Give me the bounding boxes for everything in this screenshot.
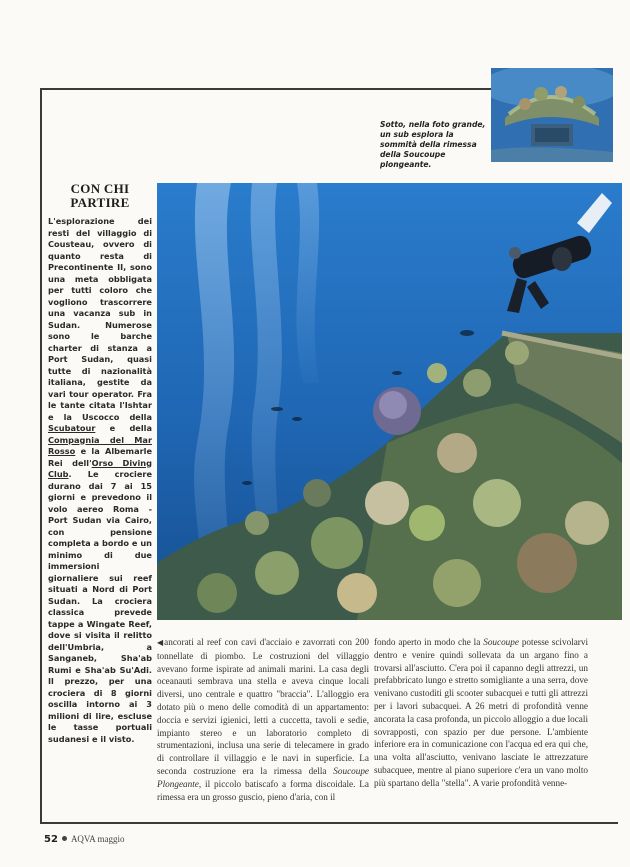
page-footer: [44, 834, 125, 845]
article-column-1: [157, 636, 369, 803]
article-col2-italic: Soucoupe: [483, 637, 519, 647]
main-photo-illustration: [157, 183, 622, 620]
photo-caption: Sotto, nella foto grande, un sub esplora la sommità della rimessa della Soucoupe plongeante.: [380, 120, 486, 169]
frame-bottom-rule: [40, 822, 618, 824]
page-number: 52: [44, 834, 58, 845]
article-col1-italic: Soucoupe Plongeante: [157, 765, 369, 789]
sidebar-title-line1: CON CHI: [70, 181, 130, 196]
main-photo-diver-reef: [157, 183, 622, 620]
sidebar-text-d: . Le crociere durano dai 7 ai 15 giorni e prevedono il volo aereo Roma - Port Sudan via Cairo, con pensione completa a bordo e un minimo di due immersioni giornaliere sui reef situati a Nord di Port Sudan. La crociera classica prevede tappe a Wingate Reef, dove si visita il relitto dell'Umbria, a Sanganeb, Sha'ab Rumi e Sha'ab Su'Adi. Il prezzo, per una crociera di 8 giorni oscilla intorno ai 3 milioni di lire, escluse le tasse portuali sudanesi e il visto.: [48, 469, 152, 744]
article-col1-text-a: ancorati al reef con cavi d'acciaio e zavorrati con 200 tonnellate di piombo. Le costruzioni del villaggio avevano forme ispirate ad animali marini. La casa degli oceanauti sembrava una stella e aveva cinque locali diversi, uno centrale e quattro "braccia". L'alloggio era dotato più o meno delle comodità di un appartamento: doccia e servizi igienici, letti a cuccetta, tavoli e sedie, impianto stereo e un laboratorio completo di strumentazioni, inclusa una serie di telecamere in grado di controllare il villaggio e le navi in superficie. La seconda costruzione era la rimessa della: [157, 637, 370, 776]
sidebar-text-b: e della: [95, 423, 152, 433]
sidebar-title-line2: PARTIRE: [70, 195, 130, 210]
small-photo-soucoupe-hangar: [491, 68, 613, 162]
frame-left-rule: [40, 88, 42, 824]
frame-top-rule: [40, 88, 492, 90]
sidebar-link-scubatour: Scubatour: [48, 423, 96, 433]
sidebar-body: [48, 216, 152, 745]
sidebar-link-compagnia: Compagnia del Mar Rosso: [48, 434, 152, 456]
article-col1-text-b: , il piccolo batiscafo a forma discoidale. La rimessa era un grosso guscio, pieno d'aria, con il: [157, 778, 369, 802]
article-col2-text-b: potesse scivolarvi dentro e venire quindi sollevata da un argano fino a trovarsi all'asciutto. C'era poi il capanno degli attrezzi, un prefabbricato lungo e stretto somigliante a una serra, dove venivano custoditi gli scooter subacquei e tutti gli attrezzi per i lavori subacquei. A 26 metri di profondità venne ancorata la casa profonda, un piccolo alloggio a due locali sovrapposti, con spazio per due persone. L'ambiente inferiore era in comunicazione con l'acqua ed era qui che, una volta all'asciutto, venivano lasciate le attrezzature subacquee, mentre al piano superiore c'era un vano molto più spartano della "stella". A varie profondità venne-: [374, 637, 589, 788]
sidebar-title: [48, 182, 152, 210]
sidebar-link-orso: Orso Diving Club: [48, 457, 152, 479]
article-col2-text-a: fondo aperto in modo che la: [374, 637, 484, 647]
continuation-arrow-icon: ◀: [157, 638, 165, 647]
sidebar-text-c: e la Albemarle Rei dell': [48, 446, 152, 468]
sidebar-con-chi-partire: [48, 182, 152, 745]
magazine-issue: AQVA maggio: [70, 834, 125, 844]
article-column-2: [374, 636, 588, 790]
separator-dot-icon: [62, 836, 67, 841]
sidebar-text-a: L'esplorazione dei resti del villaggio di Cousteau, ovvero di quanto resta di Precontinente II, sono una meta obbligata per tutti coloro che vogliono trascorrere una vacanza sub in Sudan. Numerose sono le barche charter di stanza a Port Sudan, quasi tutte di nazionalità italiana, gestite da vari tour operator. Fra le tante citata l'Ishtar e la Uscocco della: [48, 216, 152, 422]
small-photo-illustration: [491, 68, 613, 162]
